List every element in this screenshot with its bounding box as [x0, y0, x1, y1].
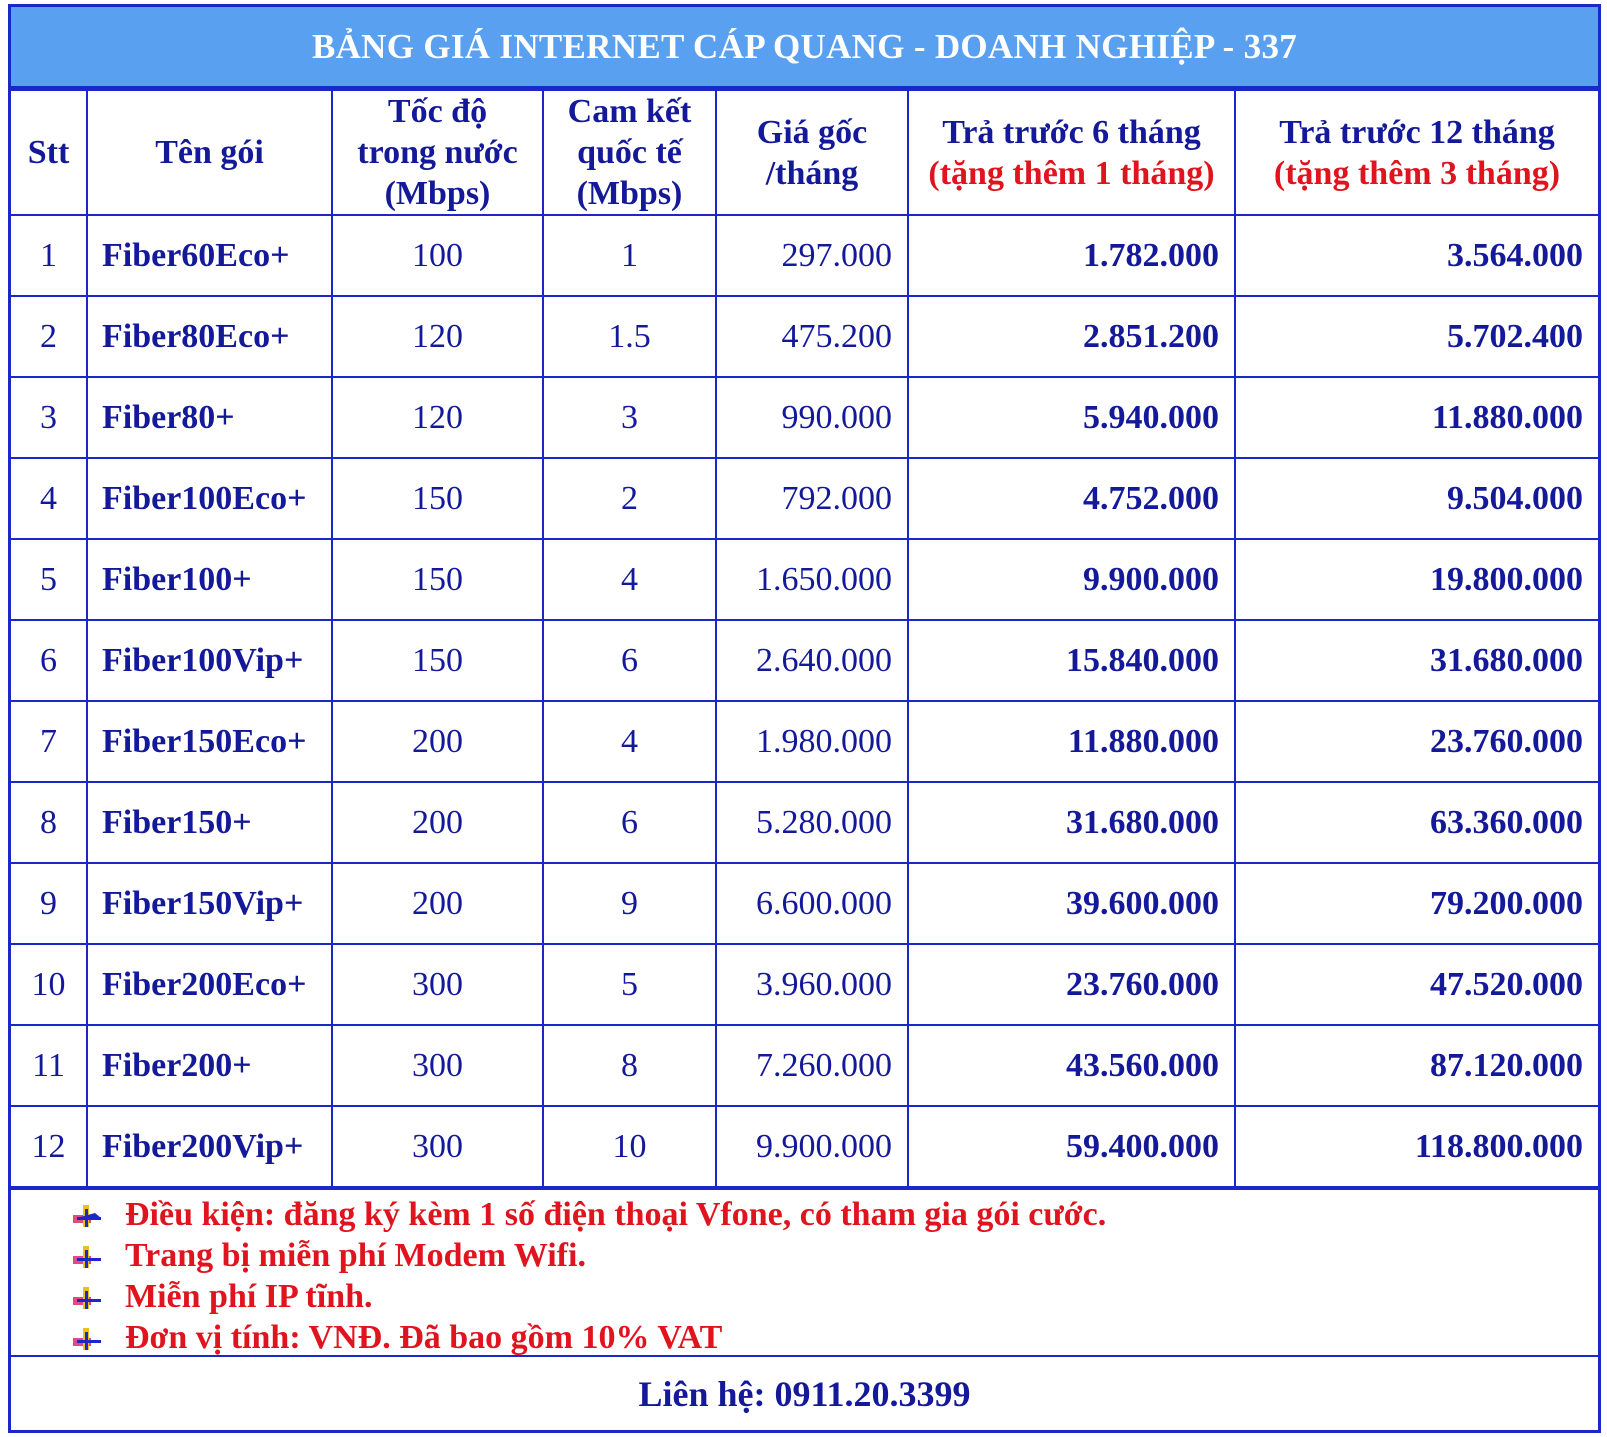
contact-line: Liên hệ: 0911.20.3399: [11, 1355, 1598, 1430]
cell-domestic: 120: [332, 296, 543, 377]
cell-base: 475.200: [716, 296, 908, 377]
header-stt: Stt: [11, 90, 87, 215]
cell-six: 4.752.000: [908, 458, 1235, 539]
cell-name: Fiber100+: [87, 539, 332, 620]
cell-stt: 9: [11, 863, 87, 944]
cell-base: 1.980.000: [716, 701, 908, 782]
cell-stt: 6: [11, 620, 87, 701]
cell-name: Fiber150Eco+: [87, 701, 332, 782]
header-row: [11, 90, 1598, 215]
cell-six: 23.760.000: [908, 944, 1235, 1025]
pin-bullet-icon: [73, 1201, 105, 1229]
cell-domestic: 200: [332, 782, 543, 863]
note-item: [11, 1194, 1598, 1235]
cell-intl: 3: [543, 377, 716, 458]
cell-six: 43.560.000: [908, 1025, 1235, 1106]
cell-domestic: 300: [332, 1025, 543, 1106]
table-row: [11, 863, 1598, 944]
cell-name: Fiber80Eco+: [87, 296, 332, 377]
table-row: [11, 1106, 1598, 1187]
cell-intl: 6: [543, 620, 716, 701]
table-row: [11, 458, 1598, 539]
cell-twelve: 31.680.000: [1235, 620, 1598, 701]
cell-stt: 8: [11, 782, 87, 863]
cell-base: 1.650.000: [716, 539, 908, 620]
cell-intl: 2: [543, 458, 716, 539]
cell-twelve: 9.504.000: [1235, 458, 1598, 539]
note-item: [11, 1276, 1598, 1317]
cell-twelve: 63.360.000: [1235, 782, 1598, 863]
cell-intl: 9: [543, 863, 716, 944]
cell-domestic: 150: [332, 458, 543, 539]
cell-domestic: 300: [332, 1106, 543, 1187]
cell-name: Fiber60Eco+: [87, 215, 332, 296]
cell-name: Fiber200Vip+: [87, 1106, 332, 1187]
pin-bullet-icon: [73, 1283, 105, 1311]
cell-domestic: 300: [332, 944, 543, 1025]
note-item: [11, 1235, 1598, 1276]
cell-name: Fiber100Eco+: [87, 458, 332, 539]
pin-bullet-icon: [73, 1242, 105, 1270]
cell-stt: 5: [11, 539, 87, 620]
cell-six: 11.880.000: [908, 701, 1235, 782]
header-name: Tên gói: [87, 90, 332, 215]
cell-stt: 11: [11, 1025, 87, 1106]
cell-base: 3.960.000: [716, 944, 908, 1025]
cell-six: 5.940.000: [908, 377, 1235, 458]
table-row: [11, 782, 1598, 863]
table-row: [11, 944, 1598, 1025]
cell-domestic: 200: [332, 863, 543, 944]
cell-twelve: 5.702.400: [1235, 296, 1598, 377]
cell-domestic: 120: [332, 377, 543, 458]
cell-name: Fiber150Vip+: [87, 863, 332, 944]
cell-stt: 1: [11, 215, 87, 296]
cell-base: 6.600.000: [716, 863, 908, 944]
price-table: [11, 89, 1598, 1188]
table-row: [11, 701, 1598, 782]
cell-twelve: 118.800.000: [1235, 1106, 1598, 1187]
cell-name: Fiber100Vip+: [87, 620, 332, 701]
cell-base: 792.000: [716, 458, 908, 539]
cell-six: 59.400.000: [908, 1106, 1235, 1187]
cell-six: 31.680.000: [908, 782, 1235, 863]
cell-six: 2.851.200: [908, 296, 1235, 377]
cell-domestic: 200: [332, 701, 543, 782]
cell-twelve: 23.760.000: [1235, 701, 1598, 782]
table-row: [11, 620, 1598, 701]
header-intl-commit: Cam kết quốc tế (Mbps): [543, 90, 716, 215]
price-table-frame: [8, 4, 1601, 1433]
cell-six: 15.840.000: [908, 620, 1235, 701]
cell-twelve: 79.200.000: [1235, 863, 1598, 944]
cell-twelve: 47.520.000: [1235, 944, 1598, 1025]
cell-base: 5.280.000: [716, 782, 908, 863]
cell-name: Fiber150+: [87, 782, 332, 863]
cell-base: 7.260.000: [716, 1025, 908, 1106]
cell-intl: 1.5: [543, 296, 716, 377]
table-title: BẢNG GIÁ INTERNET CÁP QUANG - DOANH NGHIỆP - 337: [11, 7, 1598, 89]
header-base-price: Giá gốc /tháng: [716, 90, 908, 215]
note-text: Trang bị miễn phí Modem Wifi.: [125, 1236, 586, 1274]
cell-intl: 6: [543, 782, 716, 863]
cell-intl: 8: [543, 1025, 716, 1106]
cell-twelve: 87.120.000: [1235, 1025, 1598, 1106]
table-row: [11, 215, 1598, 296]
cell-twelve: 3.564.000: [1235, 215, 1598, 296]
cell-name: Fiber80+: [87, 377, 332, 458]
cell-intl: 5: [543, 944, 716, 1025]
cell-stt: 2: [11, 296, 87, 377]
cell-twelve: 19.800.000: [1235, 539, 1598, 620]
table-row: [11, 296, 1598, 377]
table-row: [11, 377, 1598, 458]
header-domestic-speed: Tốc độ trong nước (Mbps): [332, 90, 543, 215]
cell-base: 990.000: [716, 377, 908, 458]
pin-bullet-icon: [73, 1324, 105, 1352]
note-text: Đơn vị tính: VNĐ. Đã bao gồm 10% VAT: [125, 1318, 723, 1356]
table-row: [11, 1025, 1598, 1106]
cell-base: 2.640.000: [716, 620, 908, 701]
cell-stt: 4: [11, 458, 87, 539]
cell-name: Fiber200Eco+: [87, 944, 332, 1025]
header-prepay-6: Trả trước 6 tháng (tặng thêm 1 tháng): [908, 90, 1235, 215]
cell-six: 39.600.000: [908, 863, 1235, 944]
cell-intl: 1: [543, 215, 716, 296]
cell-stt: 12: [11, 1106, 87, 1187]
cell-intl: 4: [543, 701, 716, 782]
cell-base: 297.000: [716, 215, 908, 296]
cell-intl: 10: [543, 1106, 716, 1187]
cell-stt: 7: [11, 701, 87, 782]
note-item: [11, 1317, 1598, 1358]
table-row: [11, 539, 1598, 620]
cell-domestic: 150: [332, 620, 543, 701]
cell-six: 9.900.000: [908, 539, 1235, 620]
cell-stt: 10: [11, 944, 87, 1025]
cell-name: Fiber200+: [87, 1025, 332, 1106]
header-prepay-12: Trả trước 12 tháng (tặng thêm 3 tháng): [1235, 90, 1598, 215]
note-text: Miễn phí IP tĩnh.: [125, 1277, 373, 1315]
cell-base: 9.900.000: [716, 1106, 908, 1187]
cell-domestic: 100: [332, 215, 543, 296]
cell-intl: 4: [543, 539, 716, 620]
notes-section: [11, 1188, 1598, 1355]
cell-domestic: 150: [332, 539, 543, 620]
note-text: Điều kiện: đăng ký kèm 1 số điện thoại Vfone, có tham gia gói cước.: [125, 1195, 1107, 1233]
cell-twelve: 11.880.000: [1235, 377, 1598, 458]
cell-six: 1.782.000: [908, 215, 1235, 296]
cell-stt: 3: [11, 377, 87, 458]
